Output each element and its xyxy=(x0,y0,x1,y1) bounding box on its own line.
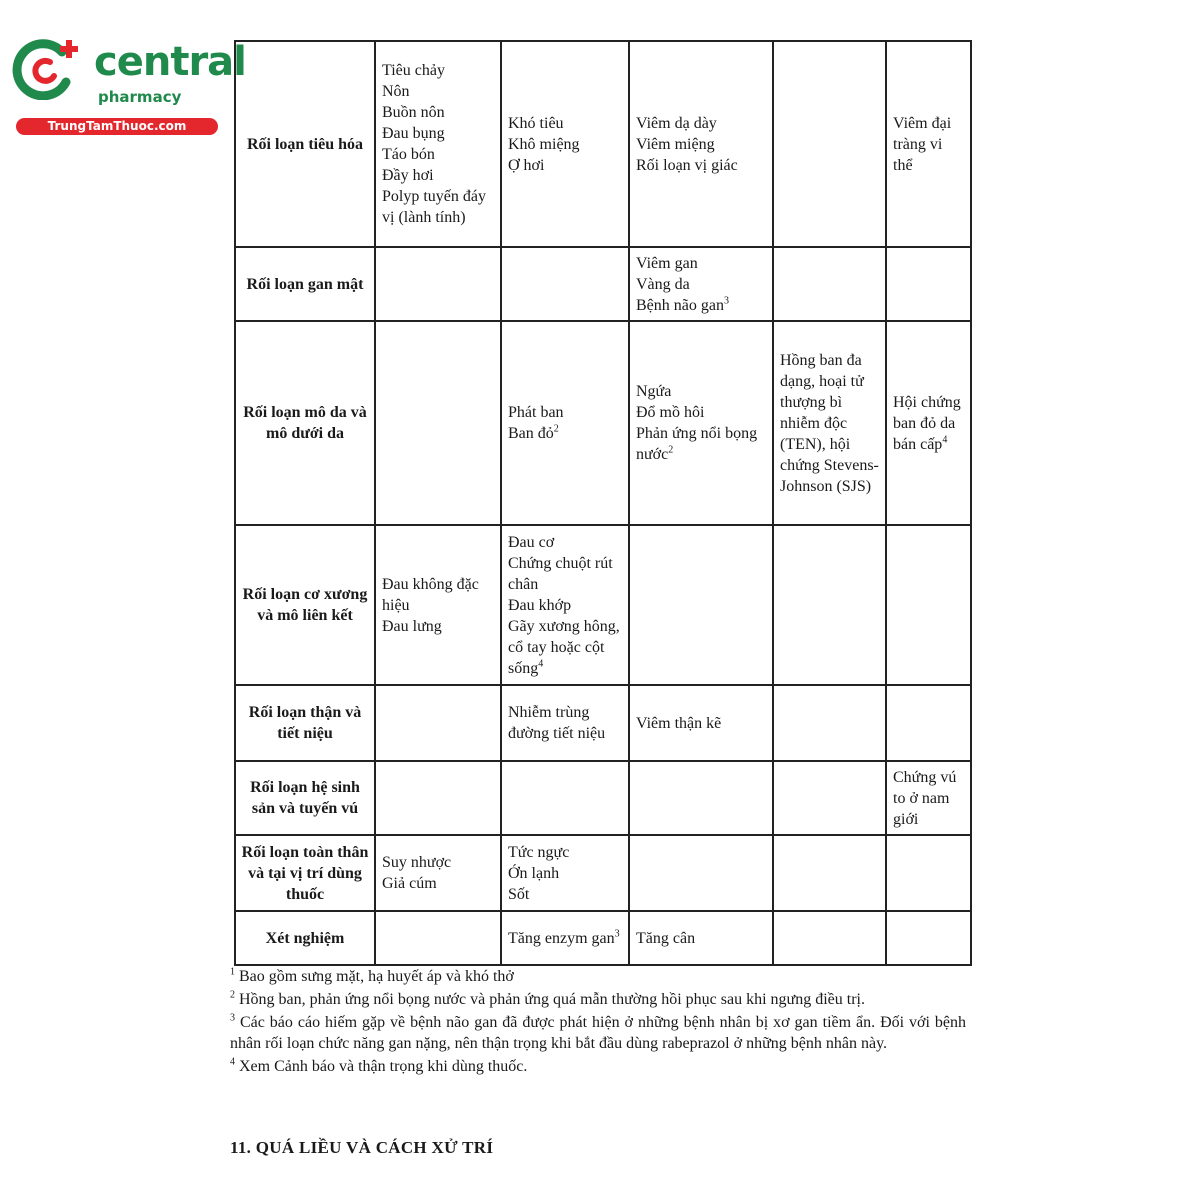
effect-item: Tiêu chảy xyxy=(382,62,445,79)
effect-cell xyxy=(501,835,629,911)
effect-cell xyxy=(375,41,501,247)
effect-item: Sốt xyxy=(508,885,530,903)
category-cell: Xét nghiệm xyxy=(235,911,375,965)
effect-item: Ớn lạnh xyxy=(508,864,560,882)
logo-brand-name: central xyxy=(94,39,246,85)
effect-cell xyxy=(886,911,971,965)
effect-cell xyxy=(886,685,971,761)
effect-item: Rối loạn vị giác xyxy=(636,156,738,174)
effect-cell xyxy=(501,911,629,965)
footnote-1: $^1$ Bao gồm sưng mặt, hạ huyết áp và khó thở xyxy=(230,966,514,985)
effect-item: Đau cơ xyxy=(508,533,555,551)
effect-item: Ngứa xyxy=(636,383,672,400)
effect-item: Đổ mồ hôi xyxy=(636,404,705,421)
effect-cell xyxy=(501,247,629,321)
effect-item: Viêm thận kẽ xyxy=(636,714,722,732)
effect-cell xyxy=(375,911,501,965)
table-row xyxy=(235,911,971,965)
effect-item: Polyp tuyến đáy vị (lành tính) xyxy=(382,188,486,226)
effect-item: Gãy xương hông, cổ tay hoặc cột sống$^4$ xyxy=(508,617,620,677)
effect-cell xyxy=(886,247,971,321)
effect-cell xyxy=(773,911,886,965)
category-cell: Rối loạn thận và tiết niệu xyxy=(235,685,375,761)
effect-cell xyxy=(773,525,886,685)
effect-item: Tăng cân xyxy=(636,929,696,947)
logo-website: TrungTamThuoc.com xyxy=(16,118,218,135)
category-cell: Rối loạn toàn thân và tại vị trí dùng thuốc xyxy=(235,835,375,911)
effect-item: Phát ban xyxy=(508,404,564,421)
effect-item: Đau không đặc hiệu xyxy=(382,575,479,614)
effect-item: Vàng da xyxy=(636,275,690,293)
effect-item: Viêm miệng xyxy=(636,135,715,153)
effect-cell xyxy=(501,321,629,525)
effect-cell xyxy=(375,321,501,525)
effect-cell xyxy=(773,685,886,761)
effect-item: Đau lưng xyxy=(382,617,442,635)
effect-item: Nôn xyxy=(382,83,410,100)
footnote-4: $^4$ Xem Cảnh báo và thận trọng khi dùng thuốc. xyxy=(230,1056,528,1075)
effect-cell xyxy=(773,321,886,525)
effect-cell xyxy=(375,835,501,911)
effect-item: Viêm gan xyxy=(636,254,698,272)
effect-item: Buồn nôn xyxy=(382,104,445,121)
effect-cell xyxy=(629,247,773,321)
effect-item: Đầy hơi xyxy=(382,167,434,184)
effect-cell xyxy=(629,321,773,525)
effect-item: Khó tiêu xyxy=(508,114,564,132)
effect-cell xyxy=(629,761,773,835)
effect-item: Phản ứng nổi bọng nước$^2$ xyxy=(636,425,758,463)
section-heading: 11. QUÁ LIỀU VÀ CÁCH XỬ TRÍ xyxy=(230,1138,494,1157)
effect-cell xyxy=(375,247,501,321)
table-row xyxy=(235,761,971,835)
effect-item: Bệnh não gan$^3$ xyxy=(636,295,729,314)
footnotes xyxy=(230,966,966,1079)
table-row xyxy=(235,835,971,911)
effect-item: Đau bụng xyxy=(382,125,445,142)
effect-cell xyxy=(629,835,773,911)
table-row xyxy=(235,685,971,761)
table-row xyxy=(235,525,971,685)
effect-item: Hội chứng ban đỏ da bán cấp$^4$ xyxy=(893,393,961,453)
effect-cell xyxy=(501,41,629,247)
logo-subtitle: pharmacy xyxy=(98,88,182,106)
pharmacy-logo-icon xyxy=(10,38,88,100)
effect-item: Viêm đại tràng vi thể xyxy=(893,114,952,174)
footnote-3: $^3$ Các báo cáo hiếm gặp về bệnh não gan đã được phát hiện ở những bệnh nhân bị xơ gan tiềm ẩn. Đối với bệnh nhân rối loạn chức năng gan nặng, nên thận trọng khi bắt đầu dùng rabeprazol ở những bệnh nhân này. xyxy=(230,1012,967,1052)
effect-cell xyxy=(886,835,971,911)
table-row xyxy=(235,41,971,247)
effect-cell xyxy=(629,685,773,761)
effect-item: Táo bón xyxy=(382,146,435,163)
effect-cell xyxy=(375,525,501,685)
effect-cell xyxy=(375,761,501,835)
effect-item: Tức ngực xyxy=(508,843,570,861)
effect-item: Chứng vú to ở nam giới xyxy=(893,768,957,828)
table-row xyxy=(235,321,971,525)
effect-cell xyxy=(501,685,629,761)
effect-cell xyxy=(629,911,773,965)
effect-item: Tăng enzym gan$^3$ xyxy=(508,928,620,947)
effect-cell xyxy=(375,685,501,761)
effect-cell xyxy=(501,761,629,835)
category-cell: Rối loạn mô da và mô dưới da xyxy=(235,321,375,525)
central-pharmacy-logo xyxy=(8,34,246,138)
effect-cell xyxy=(773,835,886,911)
adverse-effects-table xyxy=(234,40,972,966)
effect-cell xyxy=(629,525,773,685)
effect-cell xyxy=(501,525,629,685)
effect-item: Chứng chuột rút chân xyxy=(508,554,613,593)
effect-item: Viêm dạ dày xyxy=(636,114,717,132)
category-cell: Rối loạn hệ sinh sản và tuyến vú xyxy=(235,761,375,835)
effect-cell xyxy=(773,41,886,247)
effect-item: Hồng ban đa dạng, hoại tử thượng bì nhiễm độc (TEN), hội chứng Stevens-Johnson (SJS) xyxy=(780,351,879,495)
effect-cell xyxy=(886,321,971,525)
effect-cell xyxy=(886,761,971,835)
effect-item: Suy nhược xyxy=(382,854,452,871)
effect-item: Ợ hơi xyxy=(508,156,545,174)
effect-cell xyxy=(773,247,886,321)
effect-item: Ban đỏ$^2$ xyxy=(508,423,559,442)
category-cell: Rối loạn gan mật xyxy=(235,247,375,321)
effect-cell xyxy=(886,525,971,685)
effect-cell xyxy=(629,41,773,247)
effect-item: Đau khớp xyxy=(508,596,572,614)
category-cell: Rối loạn cơ xương và mô liên kết xyxy=(235,525,375,685)
effect-item: Nhiễm trùng đường tiết niệu xyxy=(508,704,606,742)
effect-cell xyxy=(773,761,886,835)
table-row xyxy=(235,247,971,321)
footnote-2: $^2$ Hồng ban, phản ứng nổi bọng nước và phản ứng quá mẫn thường hồi phục sau khi ngưng điều trị. xyxy=(230,989,865,1008)
category-cell: Rối loạn tiêu hóa xyxy=(235,41,375,247)
effect-item: Giả cúm xyxy=(382,875,437,892)
effect-item: Khô miệng xyxy=(508,135,580,153)
effect-cell xyxy=(886,41,971,247)
